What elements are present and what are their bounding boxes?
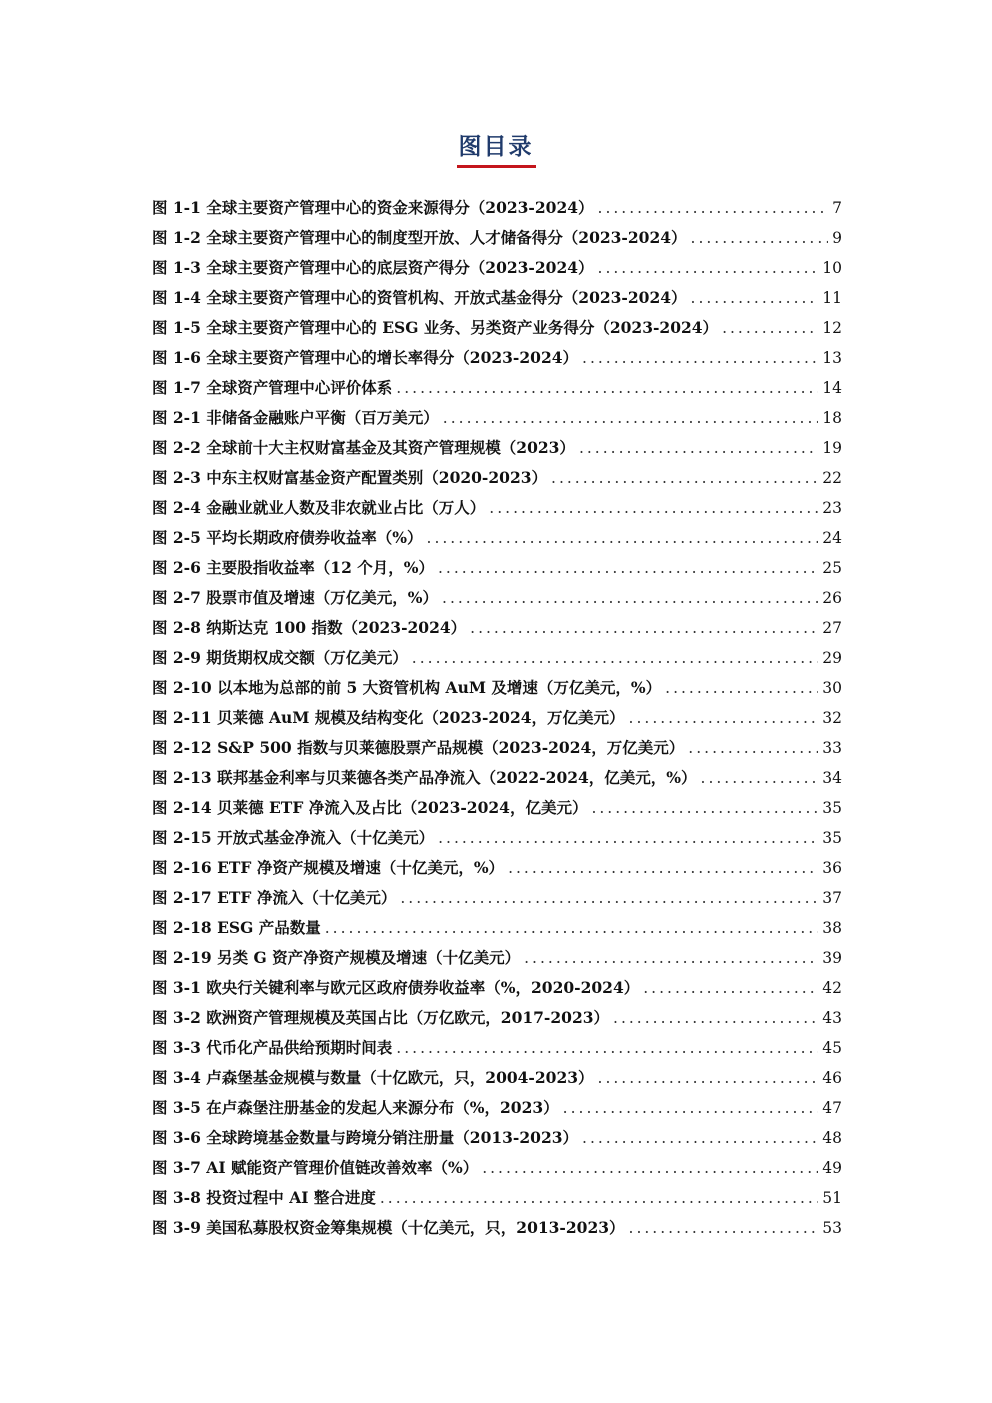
toc-entry[interactable] (152, 223, 842, 253)
dot-leader (598, 193, 829, 223)
dot-leader (524, 943, 818, 973)
dot-leader (691, 223, 829, 253)
toc-entry[interactable] (152, 1093, 842, 1123)
toc-entry[interactable] (152, 373, 842, 403)
dot-leader (482, 1153, 818, 1183)
toc-entry-page: 36 (822, 859, 842, 877)
toc-entry-label: 图 2-11 贝莱德 AuM 规模及结构变化（2023-2024，万亿美元） (152, 708, 625, 727)
dot-leader (427, 523, 819, 553)
toc-entry-label: 图 2-6 主要股指收益率（12 个月，%） (152, 558, 434, 577)
toc-entry-page: 35 (822, 799, 842, 817)
dot-leader (591, 793, 818, 823)
dot-leader (551, 463, 818, 493)
toc-entry-page: 12 (822, 319, 842, 337)
toc-entry-label: 图 1-7 全球资产管理中心评价体系 (152, 378, 393, 397)
dot-leader (582, 1123, 818, 1153)
toc-entry-label: 图 1-6 全球主要资产管理中心的增长率得分（2023-2024） (152, 348, 579, 367)
toc-entry-page: 45 (822, 1039, 842, 1057)
toc-entry[interactable] (152, 313, 842, 343)
toc-entry-page: 7 (832, 199, 842, 217)
toc-entry-label: 图 2-16 ETF 净资产规模及增速（十亿美元，%） (152, 858, 505, 877)
toc-entry-page: 19 (822, 439, 842, 457)
toc-entry-page: 18 (822, 409, 842, 427)
toc-entry-label: 图 3-7 AI 赋能资产管理价值链改善效率（%） (152, 1158, 479, 1177)
dot-leader (665, 673, 818, 703)
toc-entry[interactable] (152, 703, 842, 733)
toc-entry-label: 图 2-5 平均长期政府债券收益率（%） (152, 528, 423, 547)
toc-entry-label: 图 2-4 金融业就业人数及非农就业占比（万人） (152, 498, 486, 517)
title-area (0, 128, 992, 168)
dot-leader (688, 733, 818, 763)
toc-entry-label: 图 3-5 在卢森堡注册基金的发起人来源分布（%，2023） (152, 1098, 559, 1117)
toc-entry-label: 图 1-5 全球主要资产管理中心的 ESG 业务、另类资产业务得分（2023-2024） (152, 318, 719, 337)
toc-entry[interactable] (152, 643, 842, 673)
toc-entry-label: 图 3-3 代币化产品供给预期时间表 (152, 1038, 393, 1057)
toc-entry-page: 29 (822, 649, 842, 667)
toc-entry-page: 39 (822, 949, 842, 967)
toc-entry-page: 47 (822, 1099, 842, 1117)
toc-entry-page: 51 (822, 1189, 842, 1207)
toc-entry-page: 14 (822, 379, 842, 397)
dot-leader (722, 313, 818, 343)
toc-entry[interactable] (152, 673, 842, 703)
dot-leader (701, 763, 819, 793)
page-title: 图目录 (457, 128, 536, 168)
toc-entry-label: 图 3-4 卢森堡基金规模与数量（十亿欧元，只，2004-2023） (152, 1068, 594, 1087)
toc-entry-label: 图 1-3 全球主要资产管理中心的底层资产得分（2023-2024） (152, 258, 594, 277)
toc-entry-page: 30 (822, 679, 842, 697)
toc-entry-page: 38 (822, 919, 842, 937)
toc-entry-label: 图 2-17 ETF 净流入（十亿美元） (152, 888, 397, 907)
toc-entry-page: 10 (822, 259, 842, 277)
toc-entry-page: 23 (822, 499, 842, 517)
toc-entry-label: 图 2-10 以本地为总部的前 5 大资管机构 AuM 及增速（万亿美元，%） (152, 678, 662, 697)
toc-entry-page: 42 (822, 979, 842, 997)
toc-entry-page: 26 (822, 589, 842, 607)
dot-leader (579, 433, 818, 463)
toc-entry[interactable] (152, 523, 842, 553)
toc-entry-label: 图 3-6 全球跨境基金数量与跨境分销注册量（2013-2023） (152, 1128, 579, 1147)
toc-entry[interactable] (152, 1033, 842, 1063)
toc-entry[interactable] (152, 733, 842, 763)
dot-leader (380, 1183, 818, 1213)
toc-entry-label: 图 2-12 S&P 500 指数与贝莱德股票产品规模（2023-2024，万亿美元） (152, 738, 685, 757)
toc-entry-label: 图 2-8 纳斯达克 100 指数（2023-2024） (152, 618, 467, 637)
toc-entry-label: 图 2-14 贝莱德 ETF 净流入及占比（2023-2024，亿美元） (152, 798, 588, 817)
toc-entry[interactable] (152, 1183, 842, 1213)
toc-entry[interactable] (152, 403, 842, 433)
dot-leader (438, 553, 818, 583)
toc-entry-page: 9 (832, 229, 842, 247)
toc-entry-page: 32 (822, 709, 842, 727)
dot-leader (563, 1093, 819, 1123)
toc-entry[interactable] (152, 343, 842, 373)
toc-entry-label: 图 2-7 股票市值及增速（万亿美元，%） (152, 588, 439, 607)
toc-entry-page: 37 (822, 889, 842, 907)
toc-entry-label: 图 2-9 期货期权成交额（万亿美元） (152, 648, 408, 667)
toc-entry-page: 34 (822, 769, 842, 787)
toc-entry-page: 33 (822, 739, 842, 757)
toc-entry[interactable] (152, 493, 842, 523)
toc-entry[interactable] (152, 193, 842, 223)
dot-leader (443, 403, 818, 433)
toc-entry[interactable] (152, 973, 842, 1003)
toc-entry[interactable] (152, 913, 842, 943)
toc-entry[interactable] (152, 283, 842, 313)
toc-entry[interactable] (152, 793, 842, 823)
toc-entry[interactable] (152, 853, 842, 883)
toc-entry-label: 图 3-2 欧洲资产管理规模及英国占比（万亿欧元，2017-2023） (152, 1008, 610, 1027)
toc-entry-page: 22 (822, 469, 842, 487)
toc-entry-page: 48 (822, 1129, 842, 1147)
toc-entry-page: 46 (822, 1069, 842, 1087)
toc-entry-page: 25 (822, 559, 842, 577)
toc-entry-page: 49 (822, 1159, 842, 1177)
toc-entry[interactable] (152, 433, 842, 463)
toc-entry-label: 图 2-13 联邦基金利率与贝莱德各类产品净流入（2022-2024，亿美元，%） (152, 768, 697, 787)
dot-leader (442, 583, 818, 613)
toc-entry-label: 图 3-1 欧央行关键利率与欧元区政府债券收益率（%，2020-2024） (152, 978, 640, 997)
toc-entry-page: 27 (822, 619, 842, 637)
toc-entry[interactable] (152, 763, 842, 793)
toc-entry-page: 53 (822, 1219, 842, 1237)
toc-entry[interactable] (152, 1003, 842, 1033)
dot-leader (412, 643, 818, 673)
toc-entry[interactable] (152, 463, 842, 493)
dot-leader (396, 1033, 818, 1063)
toc-entry-label: 图 3-9 美国私募股权资金筹集规模（十亿美元，只，2013-2023） (152, 1218, 625, 1237)
dot-leader (691, 283, 819, 313)
toc-entry-label: 图 1-1 全球主要资产管理中心的资金来源得分（2023-2024） (152, 198, 594, 217)
toc-entry[interactable] (152, 553, 842, 583)
toc-entry-label: 图 2-1 非储备金融账户平衡（百万美元） (152, 408, 439, 427)
dot-leader (629, 703, 819, 733)
toc-entry[interactable] (152, 253, 842, 283)
dot-leader (643, 973, 818, 1003)
dot-leader (598, 1063, 819, 1093)
toc-entry-label: 图 2-15 开放式基金净流入（十亿美元） (152, 828, 435, 847)
dot-leader (438, 823, 818, 853)
dot-leader (613, 1003, 818, 1033)
toc-entry-label: 图 2-2 全球前十大主权财富基金及其资产管理规模（2023） (152, 438, 575, 457)
toc-entry-label: 图 3-8 投资过程中 AI 整合进度 (152, 1188, 376, 1207)
toc-entry-page: 11 (822, 289, 842, 307)
dot-leader (598, 253, 819, 283)
toc-entry-label: 图 2-19 另类 G 资产净资产规模及增速（十亿美元） (152, 948, 521, 967)
dot-leader (325, 913, 819, 943)
figure-list (152, 193, 842, 1243)
toc-entry-page: 43 (822, 1009, 842, 1027)
toc-entry-page: 24 (822, 529, 842, 547)
dot-leader (489, 493, 818, 523)
toc-entry-page: 13 (822, 349, 842, 367)
toc-entry[interactable] (152, 613, 842, 643)
toc-entry[interactable] (152, 823, 842, 853)
toc-entry-label: 图 1-4 全球主要资产管理中心的资管机构、开放式基金得分（2023-2024） (152, 288, 687, 307)
toc-entry-label: 图 1-2 全球主要资产管理中心的制度型开放、人才储备得分（2023-2024） (152, 228, 687, 247)
toc-entry[interactable] (152, 1063, 842, 1093)
toc-entry[interactable] (152, 883, 842, 913)
dot-leader (508, 853, 818, 883)
toc-entry-page: 35 (822, 829, 842, 847)
dot-leader (396, 373, 818, 403)
toc-entry-label: 图 2-3 中东主权财富基金资产配置类别（2020-2023） (152, 468, 548, 487)
toc-entry[interactable] (152, 1213, 842, 1243)
dot-leader (629, 1213, 819, 1243)
toc-entry-label: 图 2-18 ESG 产品数量 (152, 918, 321, 937)
dot-leader (400, 883, 818, 913)
dot-leader (582, 343, 818, 373)
toc-entry[interactable] (152, 943, 842, 973)
toc-entry[interactable] (152, 1123, 842, 1153)
dot-leader (470, 613, 818, 643)
toc-entry[interactable] (152, 1153, 842, 1183)
toc-entry[interactable] (152, 583, 842, 613)
